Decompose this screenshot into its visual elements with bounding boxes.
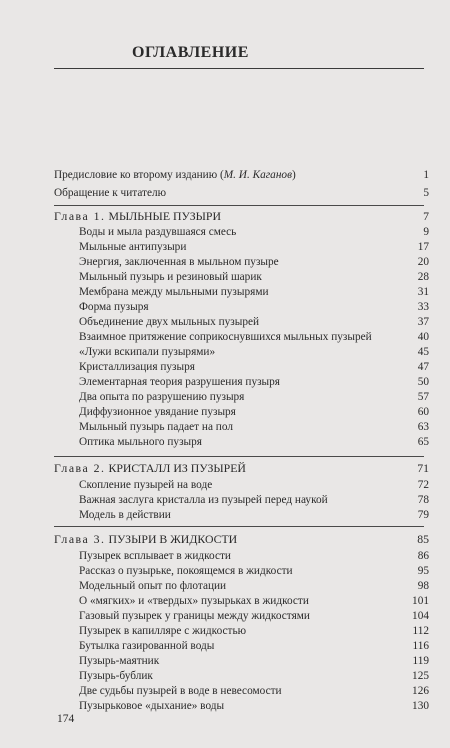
chapter-page: 71 — [417, 461, 429, 475]
page-number: 174 — [57, 713, 75, 725]
toc-entry[interactable]: Два опыта по разрушению пузыря 57 — [79, 391, 429, 403]
toc-entry[interactable]: Пузырек в капилляре с жидкостью 112 — [79, 625, 429, 637]
toc-entry[interactable]: Кристаллизация пузыря 47 — [79, 361, 429, 373]
toc-entry-page: 1 — [423, 169, 429, 181]
toc-entry[interactable]: Энергия, заключенная в мыльном пузыре 20 — [79, 256, 429, 268]
toc-entry[interactable]: Пузырьковое «дыхание» воды 130 — [79, 700, 429, 712]
section-divider — [54, 205, 424, 206]
toc-entry[interactable]: Мыльный пузырь падает на пол 63 — [79, 421, 429, 433]
chapter-title: Глава 3. ПУЗЫРИ В ЖИДКОСТИ — [54, 532, 238, 546]
toc-entry-page: 5 — [423, 187, 429, 199]
toc-entry[interactable]: Взаимное притяжение соприкоснувшихся мыльных пузырей 40 — [79, 331, 429, 343]
toc-entry[interactable]: Пузырь-бублик 125 — [79, 670, 429, 682]
chapter-title: Глава 2. КРИСТАЛЛ ИЗ ПУЗЫРЕЙ — [54, 461, 246, 475]
toc-entry[interactable]: Воды и мыла раздувшаяся смесь 9 — [79, 226, 429, 238]
toc-entry[interactable]: Мембрана между мыльными пузырями 31 — [79, 286, 429, 298]
section-divider — [54, 526, 424, 527]
chapter-page: 7 — [423, 209, 429, 223]
toc-entry-title: Обращение к читателю — [54, 187, 167, 199]
chapter-heading-1[interactable] — [0, 208, 450, 224]
toc-entry[interactable]: Диффузионное увядание пузыря 60 — [79, 406, 429, 418]
toc-entry-title: Предисловие ко второму изданию (М. И. Каганов) — [54, 169, 296, 181]
toc-entry[interactable]: Газовый пузырек у границы между жидкостями 104 — [79, 610, 429, 622]
toc-entry[interactable]: Форма пузыря 33 — [79, 301, 429, 313]
chapter-heading-3[interactable] — [0, 531, 450, 547]
toc-entry[interactable]: Скопление пузырей на воде 72 — [79, 479, 429, 491]
page-title: ОГЛАВЛЕНИЕ — [132, 44, 249, 61]
toc-entry[interactable]: Модель в действии 79 — [79, 509, 429, 521]
toc-entry[interactable]: «Лужи вскипали пузырями» 45 — [79, 346, 429, 358]
toc-entry[interactable]: Модельный опыт по флотации 98 — [79, 580, 429, 592]
toc-entry[interactable]: Две судьбы пузырей в воде в невесомости 126 — [79, 685, 429, 697]
chapter-heading-2[interactable] — [0, 460, 450, 476]
toc-entry[interactable]: Мыльные антипузыри 17 — [79, 241, 429, 253]
toc-entry[interactable]: Мыльный пузырь и резиновый шарик 28 — [79, 271, 429, 283]
toc-entry[interactable]: Пузырек всплывает в жидкости 86 — [79, 550, 429, 562]
toc-entry[interactable]: Рассказ о пузырьке, покоящемся в жидкости 95 — [79, 565, 429, 577]
toc-entry[interactable]: Объединение двух мыльных пузырей 37 — [79, 316, 429, 328]
author-name: М. И. Каганов — [223, 169, 292, 181]
toc-entry[interactable]: Важная заслуга кристалла из пузырей перед наукой 78 — [79, 494, 429, 506]
title-rule — [54, 68, 424, 69]
toc-entry[interactable]: Оптика мыльного пузыря 65 — [79, 436, 429, 448]
toc-entry[interactable]: О «мягких» и «твердых» пузырьках в жидкости 101 — [79, 595, 429, 607]
toc-entry-address[interactable] — [0, 185, 450, 201]
toc-entry[interactable]: Бутылка газированной воды 116 — [79, 640, 429, 652]
toc-entry-preface[interactable] — [0, 167, 450, 183]
toc-entry[interactable]: Элементарная теория разрушения пузыря 50 — [79, 376, 429, 388]
section-divider — [54, 456, 424, 457]
chapter-page: 85 — [417, 532, 429, 546]
chapter-title: Глава 1. МЫЛЬНЫЕ ПУЗЫРИ — [54, 209, 221, 223]
toc-entry[interactable]: Пузырь-маятник 119 — [79, 655, 429, 667]
